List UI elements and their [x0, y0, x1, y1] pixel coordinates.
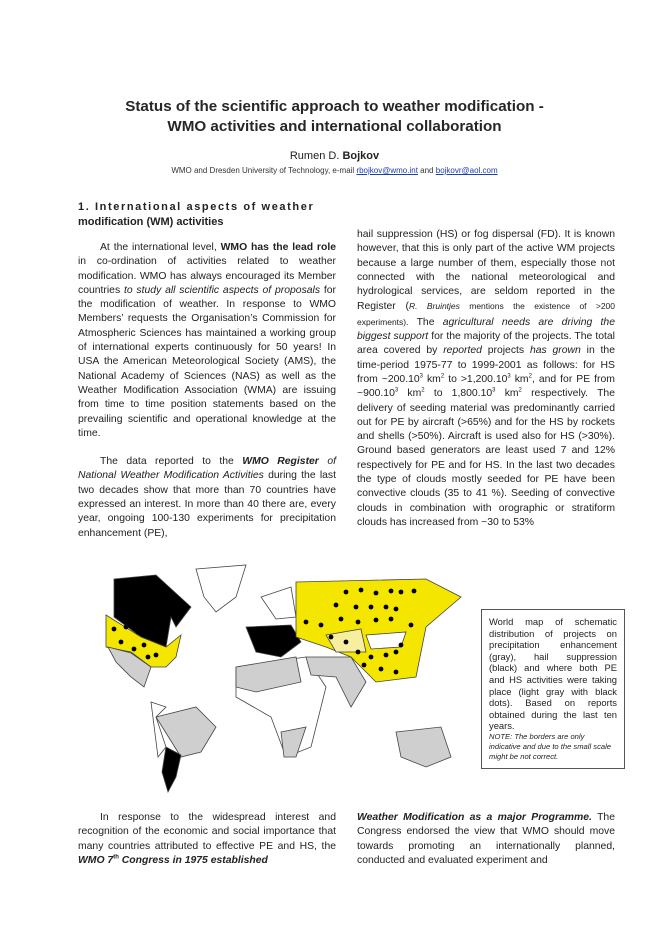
text: At the international level,: [100, 242, 221, 253]
map-dot: [369, 605, 374, 610]
south-america-pe: [156, 707, 216, 757]
caption-text: World map of schematic distribution of projects on precipitation enhancement (gray), hail suppression (black) and where both PE and HS activities were taking place (light gray with black dots). Based on reports obtained during the last ten years.: [489, 616, 617, 732]
sup: 2: [440, 373, 445, 380]
map-dot: [409, 623, 414, 628]
greenland: [196, 565, 246, 612]
map-dot: [412, 589, 417, 594]
map-dot: [359, 588, 364, 593]
left-column-bottom: [78, 811, 336, 868]
sup: 3: [419, 373, 423, 380]
text: for the modification of weather. In response to WMO Members’ requests the Organisation’s Commission for Atmospheric Sciences has maintained a working group of international experts continuously for 50 years! In USA the American Meteorological Society (AMS), the National Academy of Sciences (NAS) as well as the Weather Modification Association (WMA) are issuing from time to time position statements based on the prevailing scientific and operational knowledge at the time.: [78, 284, 336, 439]
text: The data reported to the: [100, 456, 243, 468]
map-dot: [374, 618, 379, 623]
map-dot: [356, 650, 361, 655]
right-column: [357, 228, 615, 530]
text: in the time-period 1975-77 to 1999-2001 as follows: for HS from ~200.10: [357, 345, 615, 385]
italic-text: of National Weather Modification Activities: [78, 456, 336, 482]
text: respectively. The delivery of seeding material was predominantly carried out for PE by aircraft (>65%) and for the HS by rockets and shells (>50%). Aircraft is used also for HS (>30%). Ground based generators are least used 7 and 12% respectively for PE and for HS. In the last two decades the type of clouds mostly seeded for PE have been convective clouds (35 to 41 %). Seeding of convective clouds in combination with orographic or stratiform clouds has increased from ~30 to 53%: [357, 388, 615, 528]
paragraph-2: [78, 455, 336, 541]
bold-italic-text: Congress in 1975 established: [118, 854, 268, 866]
text: projects: [481, 345, 530, 357]
text: during the last two decades show that more than 70 countries have expressed an interest. In more than 40 there are, every year, ongoing 100-130 experiments for precipitation enhancement (PE),: [78, 470, 336, 539]
sup: 3: [507, 373, 511, 380]
title-line-1: Status of the scientific approach to weather modification -: [125, 98, 544, 115]
map-dot: [374, 591, 379, 596]
bold-italic-text: Weather Modification as a major Programme.: [357, 812, 592, 823]
sup: 2: [518, 387, 522, 394]
text: km: [422, 373, 441, 385]
text: In response to the widespread interest and recognition of the economic and social importance that many countries attributed to effective PE and HS, the: [78, 812, 336, 852]
paragraph-4: [78, 811, 336, 868]
map-dot: [124, 625, 129, 630]
map-dot: [329, 635, 334, 640]
left-column: [78, 241, 336, 541]
italic-text: to study all scientific aspects of proposals: [123, 284, 321, 296]
map-dot: [394, 650, 399, 655]
map-dot: [354, 605, 359, 610]
paragraph-1: [78, 241, 336, 441]
map-dot: [304, 620, 309, 625]
map-dot: [399, 643, 404, 648]
map-dot: [334, 603, 339, 608]
sup: 2: [421, 387, 425, 394]
sup: 2: [528, 373, 532, 380]
text: to >1,200.10: [444, 373, 508, 385]
map-dot: [119, 640, 124, 645]
map-dot: [384, 653, 389, 658]
text: km: [398, 388, 422, 400]
caption-note: NOTE: The borders are only indicative and due to the small scale might be not correct.: [489, 731, 611, 761]
text: km: [495, 388, 519, 400]
bold-text: WMO has the lead role: [220, 242, 336, 253]
map-dot: [389, 589, 394, 594]
figure-caption: [481, 609, 625, 769]
bold-italic-text: WMO Register: [242, 456, 319, 468]
text: , and for PE from ~900.10: [357, 373, 615, 400]
map-dot: [379, 667, 384, 672]
europe-hs: [246, 625, 301, 657]
paragraph-5: [357, 811, 615, 868]
citation: R. Bruintjes: [409, 301, 460, 312]
map-dot: [142, 643, 147, 648]
right-column-bottom: [357, 811, 615, 868]
bold-italic-text: WMO 7: [78, 854, 114, 866]
map-dot: [369, 655, 374, 660]
italic-text: agricultural needs are driving the biggest support: [357, 316, 615, 343]
affiliation-text: WMO and Dresden University of Technology, e-mail: [171, 166, 355, 175]
argentina-hs: [162, 747, 181, 792]
world-map-figure: [96, 557, 476, 797]
sup: th: [113, 854, 119, 861]
sup: 3: [492, 387, 496, 394]
section-heading-line2: modification (WM) activities: [78, 216, 224, 228]
paragraph-3: [357, 228, 615, 530]
email-link-1[interactable]: rbojkov@wmo.int: [356, 166, 418, 175]
map-dot: [394, 670, 399, 675]
sup: 3: [394, 387, 399, 394]
scandinavia: [261, 587, 296, 619]
text: The Congress endorsed the view that WMO should move towards promoting an internationally planned, conducted and evaluated experiment and: [357, 812, 615, 866]
title-line-2: WMO activities and international collaboration: [167, 118, 502, 135]
map-dot: [319, 623, 324, 628]
map-dot: [356, 620, 361, 625]
text: The: [408, 316, 443, 328]
text: in co-ordination of activities related to weather modification. WMO has always encouraged its Member countries: [78, 256, 336, 296]
email-link-2[interactable]: bojkovr@aol.com: [435, 166, 498, 175]
author-last: Bojkov: [342, 150, 380, 162]
map-dot: [389, 617, 394, 622]
author: [0, 150, 669, 162]
affiliation: [0, 166, 669, 175]
map-dot: [394, 607, 399, 612]
map-dot: [384, 605, 389, 610]
map-dot: [339, 617, 344, 622]
map-dot: [344, 640, 349, 645]
small-text: mentions the existence of >200 experiments).: [357, 301, 616, 327]
paper-title: [0, 97, 669, 137]
map-dot: [344, 590, 349, 595]
map-dot: [399, 590, 404, 595]
author-first: Rumen D.: [289, 150, 340, 162]
italic-text: reported: [443, 345, 482, 357]
map-dot: [362, 663, 367, 668]
map-dot: [132, 647, 137, 652]
text: km: [510, 373, 529, 385]
text: hail suppression (HS) or fog dispersal (FD). It is known however, that this is only part of the active WM projects because a large number of them, especially those not connected with the national meteorological and hydrological services, are seldom reported in the Register (: [357, 229, 615, 313]
section-heading: [78, 200, 336, 230]
italic-text: has grown: [529, 345, 581, 357]
map-dot: [112, 627, 117, 632]
text: to 1,800.10: [424, 388, 493, 400]
map-dot: [154, 653, 159, 658]
affiliation-and: and: [420, 166, 434, 175]
section-heading-line1: 1. International aspects of weather: [78, 201, 315, 213]
text: for the majority of the projects. The total area covered by: [357, 331, 615, 357]
australia-pe: [396, 727, 451, 767]
map-dot: [146, 655, 151, 660]
map-dot: [136, 630, 141, 635]
